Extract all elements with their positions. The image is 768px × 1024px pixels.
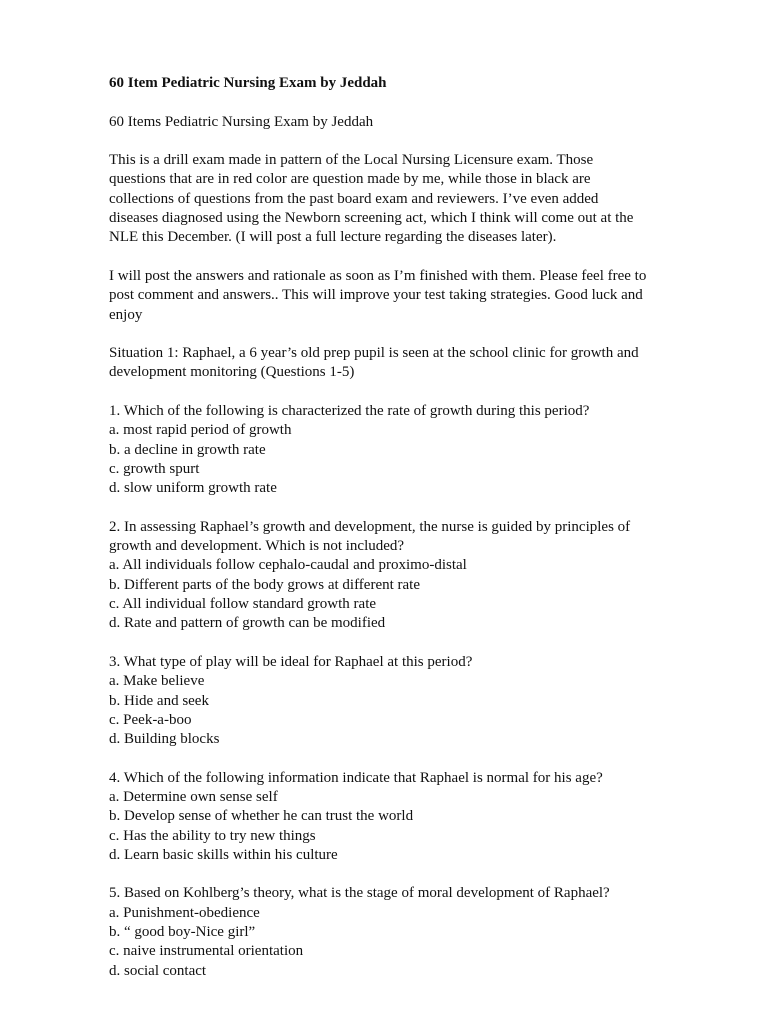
- document-subtitle: 60 Items Pediatric Nursing Exam by Jeddah: [109, 113, 374, 130]
- question-stem: 2. In assessing Raphael’s growth and development, the nurse is guided by principles of: [109, 518, 631, 535]
- note-line: enjoy: [109, 306, 143, 323]
- answer-choice: a. All individuals follow cephalo-caudal and proximo-distal: [109, 557, 467, 574]
- question-block: [109, 884, 729, 980]
- answer-choice: d. social contact: [109, 962, 207, 979]
- situation-line: development monitoring (Questions 1-5): [109, 364, 355, 381]
- question-stem: 1. Which of the following is characterized the rate of growth during this period?: [109, 403, 590, 420]
- answer-choice: c. naive instrumental orientation: [109, 943, 304, 960]
- answer-choice: d. slow uniform growth rate: [109, 480, 277, 497]
- note-line: I will post the answers and rationale as soon as I’m finished with them. Please feel free to: [109, 267, 647, 284]
- answer-choice: c. Peek-a-boo: [109, 711, 192, 728]
- answer-choice: b. Different parts of the body grows at different rate: [109, 576, 421, 593]
- intro-paragraph: [109, 151, 729, 247]
- question-block: [109, 518, 729, 634]
- answer-choice: a. Make believe: [109, 673, 205, 690]
- answer-choice: d. Rate and pattern of growth can be modified: [109, 615, 386, 632]
- intro-line: NLE this December. (I will post a full lecture regarding the diseases later).: [109, 229, 557, 246]
- intro-line: questions that are in red color are question made by me, while those in black are: [109, 171, 591, 188]
- question-list: [109, 402, 729, 981]
- answer-choice: d. Learn basic skills within his culture: [109, 846, 338, 863]
- question-stem: 5. Based on Kohlberg’s theory, what is the stage of moral development of Raphael?: [109, 885, 610, 902]
- question-block: [109, 653, 729, 749]
- document-page: [109, 74, 729, 1000]
- answer-choice: b. “ good boy-Nice girl”: [109, 924, 256, 941]
- situation-line: Situation 1: Raphael, a 6 year’s old prep pupil is seen at the school clinic for growth and: [109, 345, 639, 362]
- answer-choice: a. Punishment-obedience: [109, 904, 260, 921]
- situation-paragraph: [109, 344, 729, 383]
- question-stem: growth and development. Which is not included?: [109, 538, 405, 555]
- question-stem: 3. What type of play will be ideal for Raphael at this period?: [109, 653, 473, 670]
- question-block: [109, 769, 729, 865]
- answer-choice: d. Building blocks: [109, 731, 220, 748]
- answer-choice: a. most rapid period of growth: [109, 422, 292, 439]
- intro-line: diseases diagnosed using the Newborn screening act, which I think will come out at the: [109, 210, 634, 227]
- intro-line: This is a drill exam made in pattern of the Local Nursing Licensure exam. Those: [109, 152, 594, 169]
- answer-choice: b. Develop sense of whether he can trust the world: [109, 808, 414, 825]
- answer-choice: c. All individual follow standard growth rate: [109, 596, 377, 613]
- question-stem: 4. Which of the following information indicate that Raphael is normal for his age?: [109, 769, 603, 786]
- question-block: [109, 402, 729, 498]
- answer-choice: a. Determine own sense self: [109, 788, 278, 805]
- answer-choice: c. growth spurt: [109, 460, 200, 477]
- document-title: 60 Item Pediatric Nursing Exam by Jeddah: [109, 75, 387, 91]
- answer-choice: b. a decline in growth rate: [109, 441, 266, 458]
- note-line: post comment and answers.. This will improve your test taking strategies. Good luck and: [109, 287, 643, 304]
- note-paragraph: [109, 267, 729, 325]
- answer-choice: b. Hide and seek: [109, 692, 209, 709]
- intro-line: collections of questions from the past board exam and reviewers. I’ve even added: [109, 190, 599, 207]
- answer-choice: c. Has the ability to try new things: [109, 827, 316, 844]
